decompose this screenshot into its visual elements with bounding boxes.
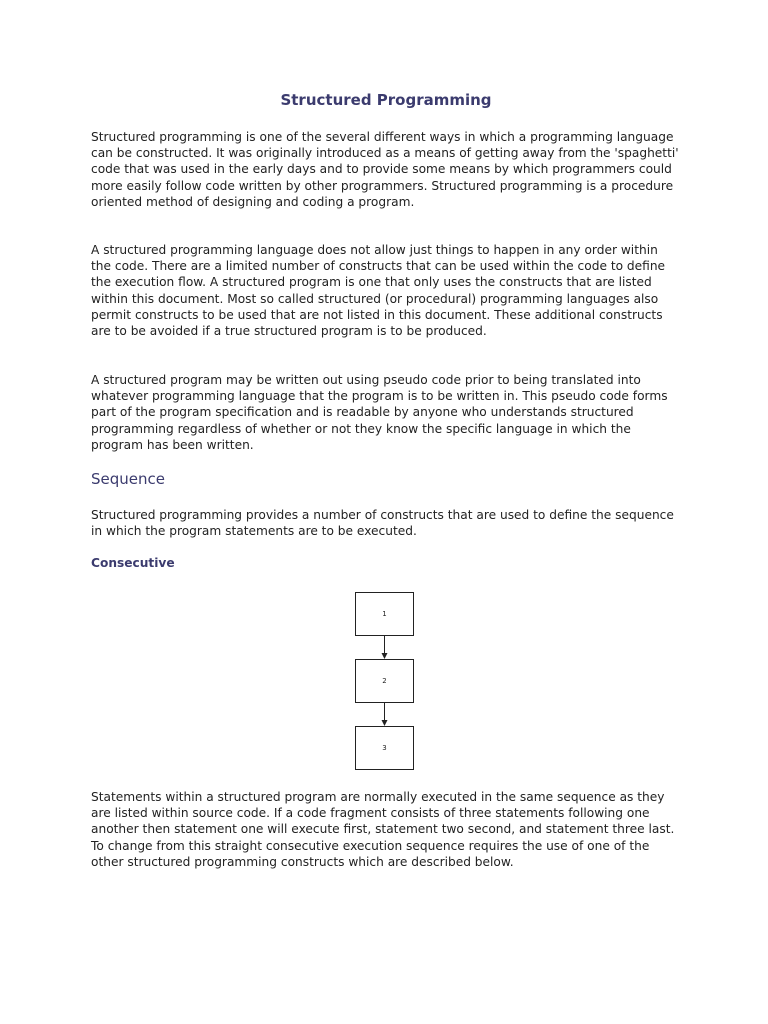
sequence-paragraph: Structured programming provides a number of constructs that are used to define the sequence in which the program statements are to be executed.: [91, 508, 674, 539]
intro-paragraph-1: Structured programming is one of the several different ways in which a programming language can be constructed. It was originally introduced as a means of getting away from the 'spaghetti' code that was used in the early days and to provide some means by which programmers could more easily follow code written by other programmers. Structured programming is a procedure oriented method of designing and coding a program.: [91, 130, 679, 209]
flow-box-3: 3: [355, 726, 414, 770]
sequence-heading: Sequence: [91, 470, 165, 488]
flow-box-2: 2: [355, 659, 414, 703]
page-title: Structured Programming: [280, 91, 492, 109]
flow-box-1: 1: [355, 592, 414, 636]
intro-paragraph-2: A structured programming language does not allow just things to happen in any order within the code. There are a limited number of constructs that can be used within the code to define the execution flow. A structured program is one that only uses the constructs that are listed within this document. Most so called structured (or procedural) programming languages also permit constructs to be used that are not listed in this document. These additional constructs are to be avoided if a true structured program is to be produced.: [91, 243, 666, 339]
flow-arrow-1: [355, 636, 415, 660]
flow-arrow-2: [355, 703, 415, 727]
consecutive-heading: Consecutive: [91, 556, 175, 570]
consecutive-flow-diagram: [355, 590, 417, 774]
consecutive-paragraph: Statements within a structured program are normally executed in the same sequence as they are listed within source code. If a code fragment consists of three statements following one another then statement one will execute first, statement two second, and statement three last. To change from this straight consecutive execution sequence requires the use of one of the other structured programming constructs which are described below.: [91, 790, 675, 869]
intro-paragraph-3: A structured program may be written out using pseudo code prior to being translated into whatever programming language that the program is to be written in. This pseudo code forms part of the program specification and is readable by anyone who understands structured programming regardless of whether or not they know the specific language in which the program has been written.: [91, 373, 668, 452]
